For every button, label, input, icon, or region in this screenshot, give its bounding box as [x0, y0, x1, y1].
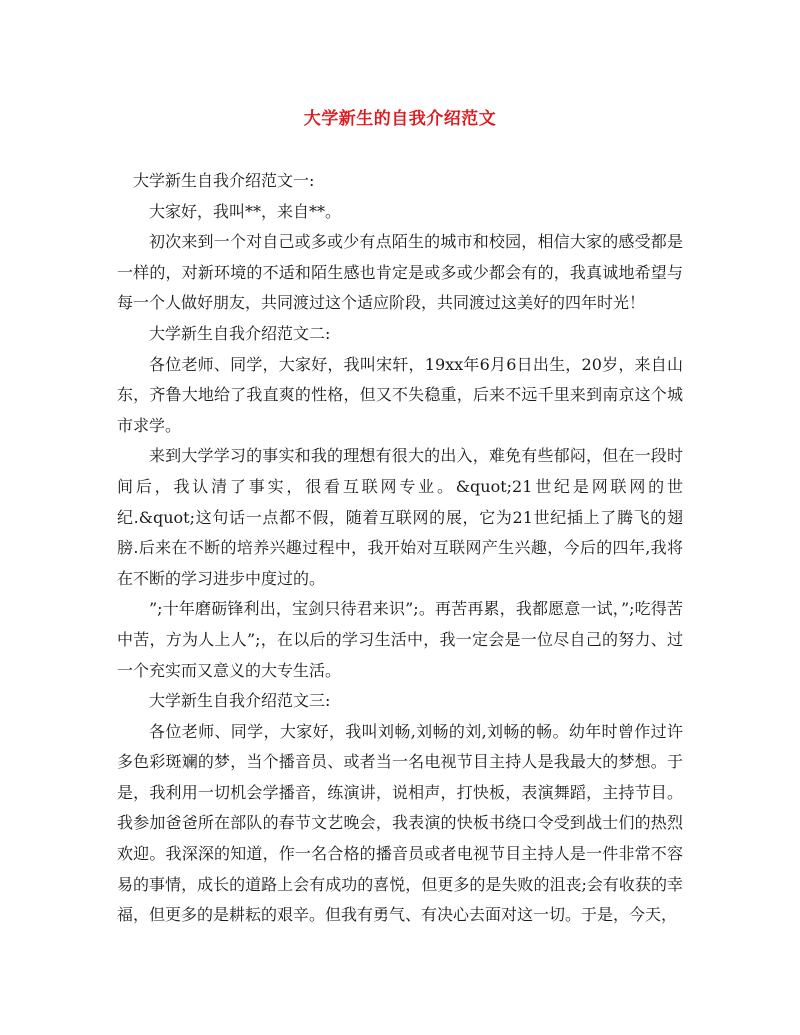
- document-body: [117, 166, 683, 931]
- paragraph-intro-2: 各位老师、同学，大家好，我叫宋轩，19xx年6月6日出生，20岁，来自山东，齐鲁大地给了我直爽的性格，但又不失稳重，后来不远千里来到南京这个城市求学。: [117, 354, 683, 435]
- section-heading-3: 大学新生自我介绍范文三:: [149, 691, 331, 711]
- document-title: 大学新生的自我介绍范文: [303, 109, 497, 129]
- paragraph-intro-1: 初次来到一个对自己或多或少有点陌生的城市和校园，相信大家的感受都是一样的，对新环境的不适和陌生感也肯定是或多或少都会有的，我真诚地希望与每一个人做好朋友，共同渡过这个适应阶段，共同渡过这美好的四年时光！: [117, 232, 683, 313]
- paragraph-motto-2: ”;十年磨砺锋利出，宝剑只待君来识”;。再苦再累，我都愿意一试，”;吃得苦中苦，方为人上人”;，在以后的学习生活中，我一定会是一位尽自己的努力、过一个充实而又意义的大专生活。: [117, 599, 683, 680]
- section-heading-1: 大学新生自我介绍范文一:: [133, 171, 315, 190]
- section-heading-2: 大学新生自我介绍范文二:: [149, 323, 331, 343]
- paragraph-study-2: 来到大学学习的事实和我的理想有很大的出入，难免有些郁闷，但在一段时间后，我认清了事实，很看互联网专业。&quot;21世纪是网联网的世纪.&quot;这句话一点都不假，随着互联网的展，它为21世纪插上了腾飞的翅膀.后来在不断的培养兴趣过程中，我开始对互联网产生兴趣，今后的四年,我将在不断的学习进步中度过的。: [117, 446, 683, 588]
- paragraph-greeting-1: 大家好，我叫**，来自**。: [149, 201, 342, 221]
- paragraph-intro-3: 各位老师、同学，大家好，我叫刘畅,刘畅的刘,刘畅的畅。幼年时曾作过许多色彩斑斓的梦，当个播音员、或者当一名电视节目主持人是我最大的梦想。于是，我利用一切机会学播音，练演讲，说相声，打快板，表演舞蹈，主持节目。我参加爸爸所在部队的春节文艺晚会，我表演的快板书绕口令受到战士们的热烈欢迎。我深深的知道，作一名合格的播音员或者电视节目主持人是一件非常不容易的事情，成长的道路上会有成功的喜悦，但更多的是失败的沮丧;会有收获的幸福，但更多的是耕耘的艰辛。但我有勇气、有决心去面对这一切。于是，今天，: [117, 721, 683, 925]
